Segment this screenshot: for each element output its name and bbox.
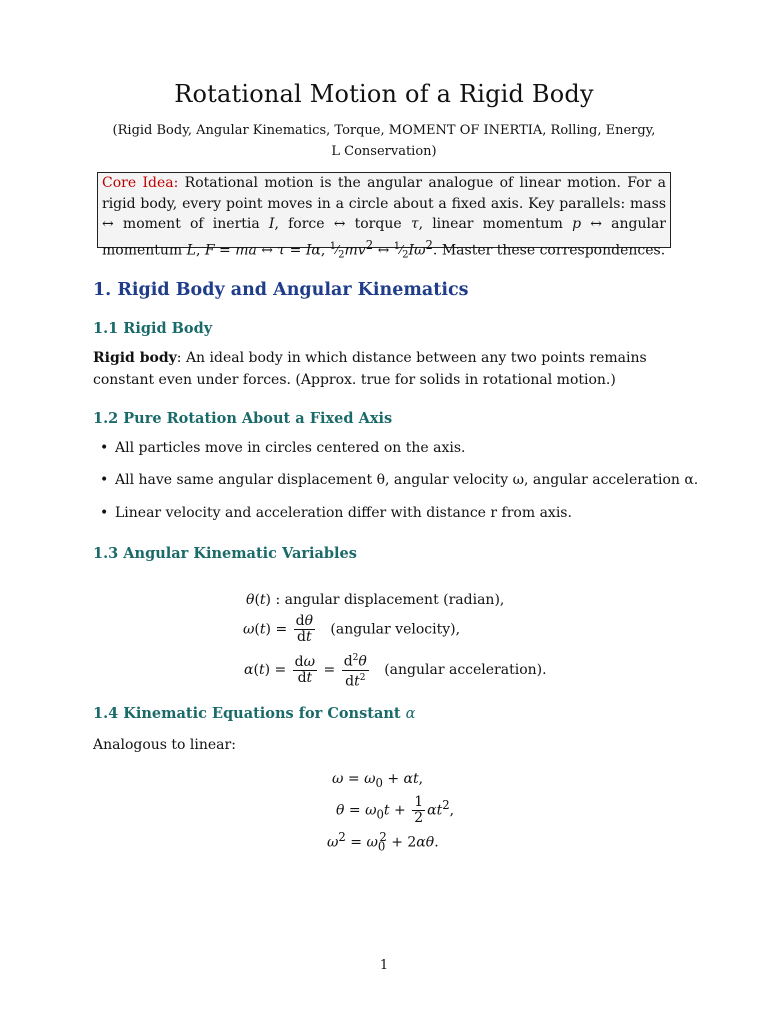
bullet-dot-icon: • [100,505,109,521]
equation-omega-squared: $\omega^2 = \omega_0^2 + 2\alpha\theta$. [327,830,439,854]
section-1-2-heading: 1.2 Pure Rotation About a Fixed Axis [93,410,393,427]
equation-theta: θ(t) : angular displacement (radian), [246,592,505,608]
bullet-item [100,440,465,456]
section-1-1-heading: 1.1 Rigid Body [93,320,213,337]
fraction: $\frac{d\omega}{dt}$ [294,653,316,686]
core-idea-text-5: . Master these correspondences. [432,242,666,259]
section-1-4-title: 1.4 Kinematic Equations for Constant [93,705,401,722]
section-1-4-symbol: α [405,706,416,722]
kinematics-intro: Analogous to linear: [93,737,236,753]
equation-omega-note: (angular velocity), [330,621,461,638]
page-title: Rotational Motion of a Rigid Body [174,80,594,108]
section-1-heading: 1. Rigid Body and Angular Kinematics [93,280,469,300]
fraction: $\frac{d^2\theta}{dt^2}$ [343,653,367,690]
core-idea-text-4: ↔ angular momentum [102,216,666,259]
bullet-item [100,472,698,488]
fraction: $\frac{1}{2}$ [414,794,424,826]
core-idea-label: Core Idea: [102,175,179,191]
equation-alpha-note: (angular acceleration). [384,662,547,679]
equation-omega-linear: $\omega = \omega_0 + \alpha t$, [332,771,424,790]
fraction: $\frac{d\theta}{dt}$ [295,613,314,645]
equation-omega: ω(t) = $\frac{d\theta}{dt}$ (angular velocity), [243,613,461,645]
bullet-text: All have same angular displacement θ, angular velocity ω, angular acceleration α. [115,472,699,488]
core-idea-box: Core Idea: Rotational motion is the angular analogue of linear motion. For a rigid body, every point moves in a circle about a fixed axis. Key parallels: mass ↔ moment of inertia I, force ↔ torque τ, linear momentum p ↔ angular momentum L, F = ma ↔ τ = Iα, $^1⁄_2mv^2$ ↔ $^1⁄_2I\omega^2$. Master these correspondences. [97,172,671,248]
rigid-body-term: Rigid body [93,350,177,366]
page-subtitle: (Rigid Body, Angular Kinematics, Torque, MOMENT OF INERTIA, Rolling, Energy, L Conservation) [112,123,656,159]
core-idea-text-2: , force ↔ torque [274,216,411,232]
rigid-body-definition [93,348,683,391]
bullet-text: Linear velocity and acceleration differ with distance r from axis. [115,505,572,521]
bullet-dot-icon: • [100,440,109,456]
core-idea-text-1: Rotational motion is the angular analogue of linear motion. For a rigid body, every point moves in a circle about a fixed axis. Key parallels: mass ↔ moment of inertia [102,175,666,232]
rigid-body-text: : An ideal body in which distance between any two points remains constant even under forces. (Approx. true for solids in rotational motion.) [93,350,647,388]
equation-alpha: α(t) = $\frac{d\omega}{dt}$ = $\frac{d^2\theta}{dt^2}$ (angular acceleration). [244,653,547,690]
page-number: 1 [379,958,389,973]
bullet-text: All particles move in circles centered on the axis. [115,440,466,456]
core-idea-text-3: , linear momentum [418,216,573,232]
bullet-item [100,505,572,521]
equation-theta-note: angular displacement (radian), [284,592,505,608]
bullet-dot-icon: • [100,472,109,488]
section-1-3-heading: 1.3 Angular Kinematic Variables [93,545,357,562]
equation-theta-quadratic: $\theta = \omega_0t$ + $\frac{1}{2}$ $\alpha t^2$, [336,794,455,826]
section-1-4-heading [93,705,415,722]
